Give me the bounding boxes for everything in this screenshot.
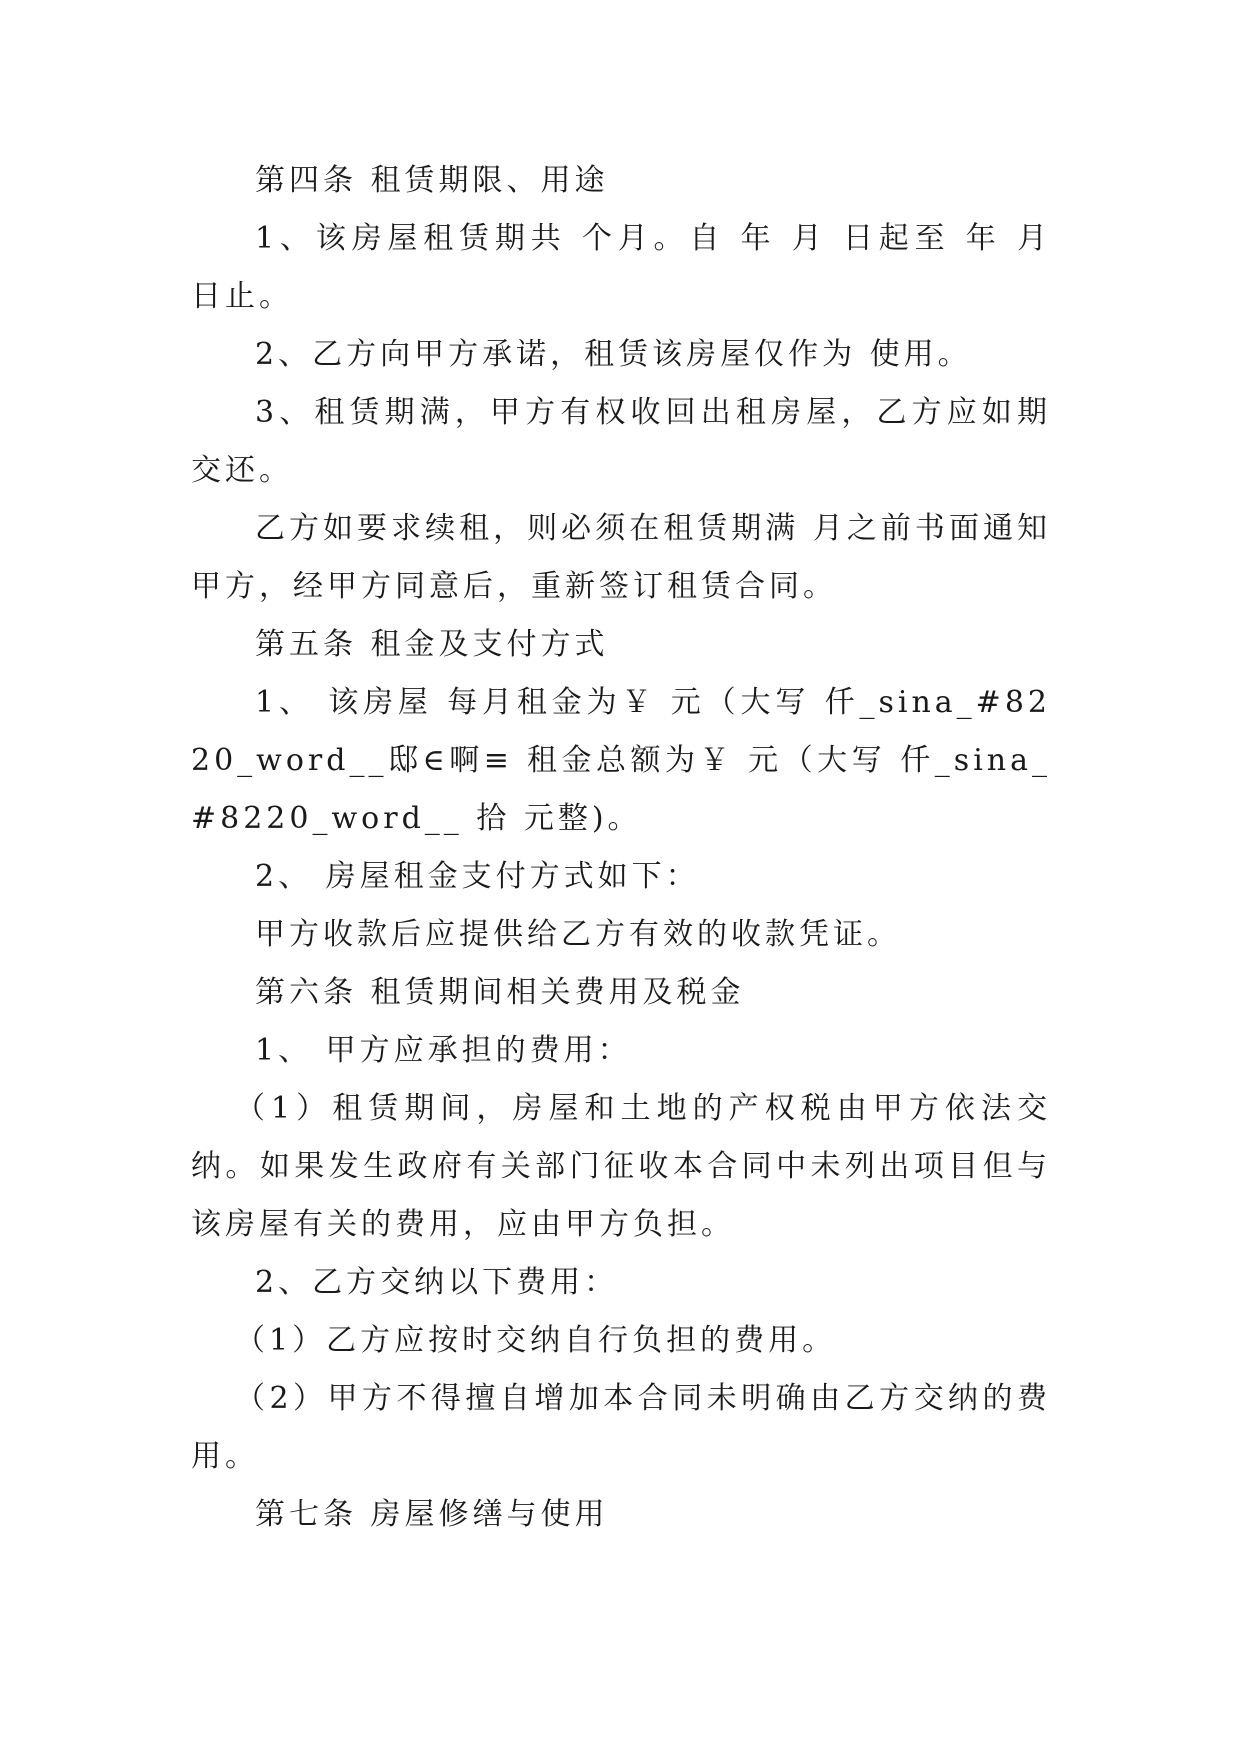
article-7-heading: 第七条 房屋修缮与使用 (255, 1497, 609, 1532)
article-6-clause-2: 2、乙方交纳以下费用： (255, 1265, 619, 1300)
article-4-clause-1: 1、该房屋租赁期共 个月。自 年 月 日起至 年 月 日止。 (191, 221, 1051, 314)
article-4-clause-2: 2、乙方向甲方承诺，租赁该房屋仅作为 使用。 (255, 337, 972, 372)
article-5-receipt: 甲方收款后应提供给乙方有效的收款凭证。 (255, 917, 901, 952)
article-4-renewal: 乙方如要求续租，则必须在租赁期满 月之前书面通知甲方，经甲方同意后，重新签订租赁合同。 (191, 511, 1051, 604)
article-6-clause-2-item-2: （2）甲方不得擅自增加本合同未明确由乙方交纳的费用。 (191, 1381, 1051, 1474)
article-5-clause-2: 2、 房屋租金支付方式如下： (255, 859, 700, 894)
article-6-clause-1: 1、 甲方应承担的费用： (255, 1033, 632, 1068)
article-5-clause-1: 1、 该房屋 每月租金为￥ 元（大写 仟_sina_#8220_word__邸∈啊≡ 租金总额为￥ 元（大写 仟_sina_#8220_word__ 拾 元整)。 (191, 685, 1051, 836)
article-5-heading: 第五条 租金及支付方式 (255, 627, 609, 662)
article-6-clause-2-item-1: （1）乙方应按时交纳自行负担的费用。 (235, 1323, 837, 1358)
document-body (191, 152, 1051, 1544)
article-6-heading: 第六条 租赁期间相关费用及税金 (255, 975, 745, 1010)
article-6-clause-1-item-1: （1）租赁期间，房屋和土地的产权税由甲方依法交纳。如果发生政府有关部门征收本合同中未列出项目但与该房屋有关的费用，应由甲方负担。 (191, 1091, 1051, 1242)
article-4-heading: 第四条 租赁期限、用途 (255, 163, 609, 198)
article-4-clause-3: 3、租赁期满，甲方有权收回出租房屋，乙方应如期交还。 (191, 395, 1051, 488)
